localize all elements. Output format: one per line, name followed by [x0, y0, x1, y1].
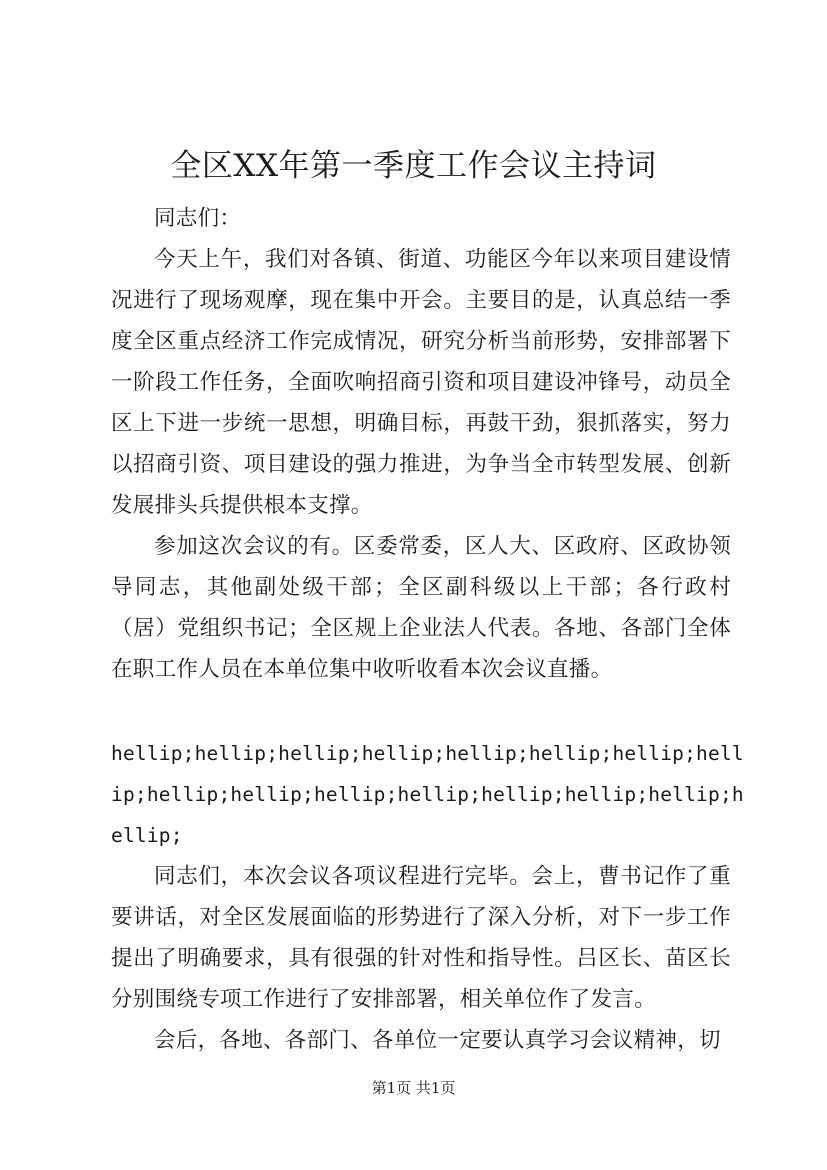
- document-title: 全区XX年第一季度工作会议主持词: [170, 148, 657, 184]
- document-body: [111, 198, 744, 1061]
- paragraph-intro: 今天上午，我们对各镇、街道、功能区今年以来项目建设情况进行了现场观摩，现在集中开会。主要目的是，认真总结一季度全区重点经济工作完成情况，研究分析当前形势，安排部署下一阶段工作任务，全面吹响招商引资和项目建设冲锋号，动员全区上下进一步统一思想，明确目标，再鼓干劲，狠抓落实，努力以招商引资、项目建设的强力推进，为争当全市转型发展、创新发展排头兵提供根本支撑。: [111, 247, 731, 518]
- paragraph-summary: 同志们，本次会议各项议程进行完毕。会上，曹书记作了重要讲话，对全区发展面临的形势进行了深入分析，对下一步工作提出了明确要求，具有很强的针对性和指导性。吕区长、苗区长分别围绕专项工作进行了安排部署，相关单位作了发言。: [111, 864, 731, 1012]
- ellipsis-placeholder: hellip;hellip;hellip;hellip;hellip;hellip;hellip;hellip;hellip;hellip;hellip;hellip;hellip;hellip;hellip;hellip;: [111, 742, 744, 847]
- paragraph-attendees: 参加这次会议的有。区委常委，区人大、区政府、区政协领导同志，其他副处级干部；全区副科级以上干部；各行政村（居）党组织书记；全区规上企业法人代表。各地、各部门全体在职工作人员在本单位集中收听收看本次会议直播。: [111, 534, 731, 682]
- salutation: 同志们：: [154, 206, 242, 231]
- paragraph-closing: 会后，各地、各部门、各单位一定要认真学习会议精神，切: [154, 1028, 721, 1053]
- page-number-footer: 第1页 共1页: [371, 1079, 456, 1097]
- blank-line: [111, 690, 731, 733]
